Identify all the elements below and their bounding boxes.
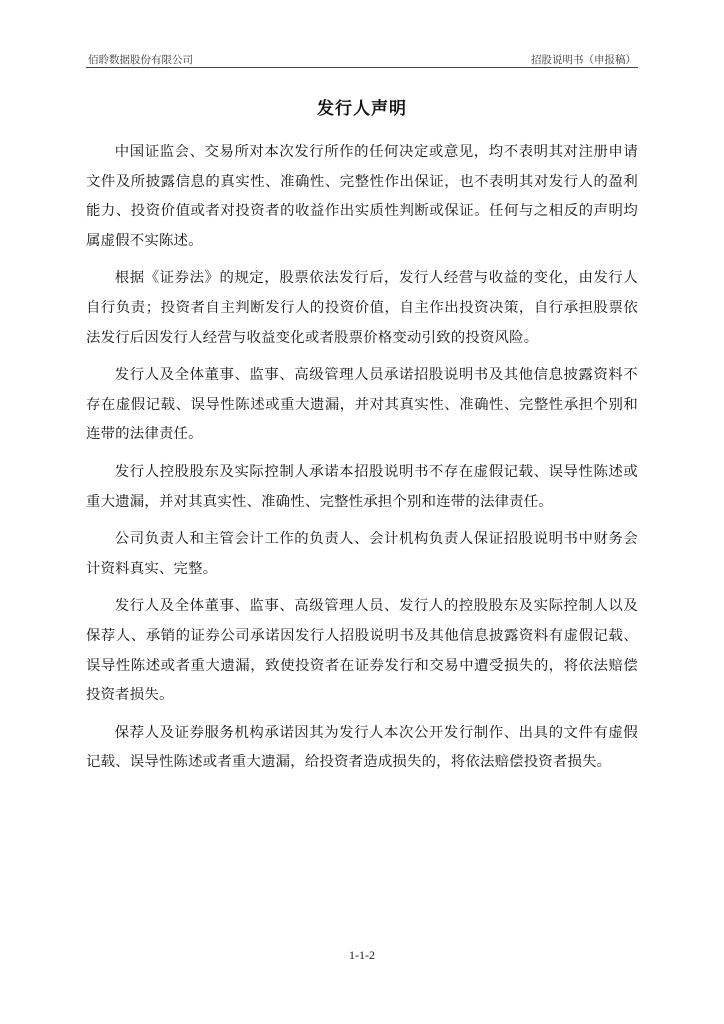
page-title: 发行人声明 [317, 99, 407, 119]
header-company-name: 佰聆数据股份有限公司 [88, 54, 193, 66]
page-number: 1-1-2 [349, 948, 375, 962]
declaration-body [86, 138, 638, 786]
header-divider [86, 67, 638, 68]
paragraph-2: 根据《证券法》的规定，股票依法发行后，发行人经营与收益的变化，由发行人自行负责；投资者自主判断发行人的投资价值，自主作出投资决策，自行承担股票依法发行后因发行人经营与收益变化或者股票价格变动引致的投资风险。 [86, 270, 638, 346]
header-document-type: 招股说明书（申报稿） [531, 54, 636, 66]
page-header [86, 50, 638, 68]
paragraph-4: 发行人控股股东及实际控制人承诺本招股说明书不存在虚假记载、误导性陈述或重大遗漏，并对其真实性、准确性、完整性承担个别和连带的法律责任。 [86, 463, 638, 510]
paragraph-7: 保荐人及证券服务机构承诺因其为发行人本次公开发行制作、出具的文件有虚假记载、误导性陈述或者重大遗漏，给投资者造成损失的，将依法赔偿投资者损失。 [86, 724, 638, 771]
paragraph-3: 发行人及全体董事、监事、高级管理人员承诺招股说明书及其他信息披露资料不存在虚假记载、误导性陈述或重大遗漏，并对其真实性、准确性、完整性承担个别和连带的法律责任。 [86, 367, 638, 443]
paragraph-1: 中国证监会、交易所对本次发行所作的任何决定或意见，均不表明其对注册申请文件及所披露信息的真实性、准确性、完整性作出保证，也不表明其对发行人的盈利能力、投资价值或者对投资者的收益作出实质性判断或保证。任何与之相反的声明均属虚假不实陈述。 [86, 144, 638, 249]
paragraph-6: 发行人及全体董事、监事、高级管理人员、发行人的控股股东及实际控制人以及保荐人、承销的证券公司承诺因发行人招股说明书及其他信息披露资料有虚假记载、误导性陈述或者重大遗漏，致使投资者在证券发行和交易中遭受损失的，将依法赔偿投资者损失。 [86, 598, 638, 704]
paragraph-5: 公司负责人和主管会计工作的负责人、会计机构负责人保证招股说明书中财务会计资料真实、完整。 [86, 531, 638, 577]
